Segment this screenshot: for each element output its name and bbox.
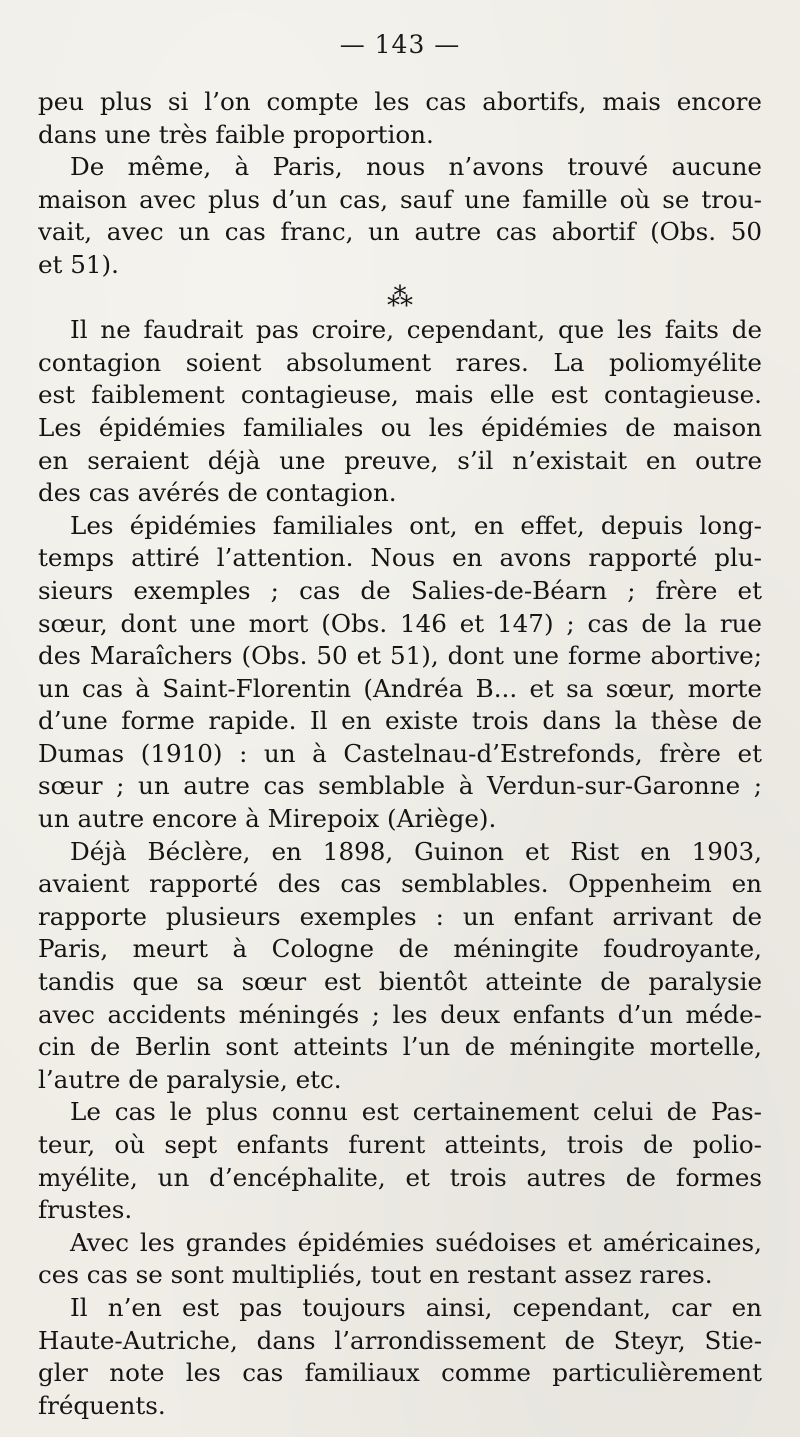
text-line: frustes. xyxy=(38,1195,133,1225)
text-line: gler note les cas familiaux comme particulièrement xyxy=(38,1358,762,1388)
paragraph-line: Avec les grandes épidémies suédoises et américaines, xyxy=(70,1227,762,1257)
paragraph-line: Il ne faudrait pas croire, cependant, que les faits de xyxy=(70,315,762,345)
paragraph-line: Les épidémies familiales ont, en effet, depuis long- xyxy=(70,510,762,540)
asterism-divider: ⁂ xyxy=(387,282,413,313)
text-line: teur, où sept enfants furent atteints, trois de polio- xyxy=(38,1130,762,1159)
text-line: avaient rapporté des cas semblables. Oppenheim en xyxy=(38,869,762,899)
text-line: en seraient déjà une preuve, s’il n’existait en outre xyxy=(38,445,762,475)
text-line: peu plus si l’on compte les cas abortifs, mais encore xyxy=(38,87,762,116)
text-line: des Maraîchers (Obs. 50 et 51), dont une forme abortive; xyxy=(38,641,762,671)
text-line: sœur, dont une mort (Obs. 146 et 147) ; cas de la rue xyxy=(38,608,762,638)
text-line: Paris, meurt à Cologne de méningite foudroyante, xyxy=(38,934,762,964)
paragraph-line: De même, à Paris, nous n’avons trouvé aucune xyxy=(70,152,762,182)
text-line: un cas à Saint-Florentin (Andréa B... et sa sœur, morte xyxy=(38,673,762,703)
text-line: rapporte plusieurs exemples : un enfant arrivant de xyxy=(38,901,762,931)
page-body xyxy=(38,86,762,1422)
page-number: — 143 — xyxy=(339,30,461,59)
text-line: myélite, un d’encéphalite, et trois autres de formes xyxy=(38,1162,762,1192)
text-line: contagion soient absolument rares. La poliomyélite xyxy=(38,347,762,377)
text-line: cin de Berlin sont atteints l’un de méningite mortelle, xyxy=(38,1032,762,1062)
text-line: est faiblement contagieuse, mais elle est contagieuse. xyxy=(38,380,762,410)
paragraph-line: Déjà Béclère, en 1898, Guinon et Rist en 1903, xyxy=(70,836,762,866)
text-line: tandis que sa sœur est bientôt atteinte de paralysie xyxy=(38,967,762,997)
text-line: l’autre de paralysie, etc. xyxy=(38,1064,342,1094)
text-line: maison avec plus d’un cas, sauf une famille où se trou- xyxy=(38,184,762,214)
text-line: un autre encore à Mirepoix (Ariège). xyxy=(38,804,497,834)
text-line: Les épidémies familiales ou les épidémies de maison xyxy=(38,412,762,442)
text-line: Dumas (1910) : un à Castelnau-d’Estrefonds, frère et xyxy=(38,738,762,768)
text-line: d’une forme rapide. Il en existe trois dans la thèse de xyxy=(38,706,762,736)
paragraph-line: Le cas le plus connu est certainement celui de Pas- xyxy=(70,1097,762,1127)
text-line: fréquents. xyxy=(38,1390,166,1420)
text-line: dans une très faible proportion. xyxy=(38,119,434,149)
text-line: temps attiré l’attention. Nous en avons rapporté plu- xyxy=(38,543,762,573)
text-line: sœur ; un autre cas semblable à Verdun-sur-Garonne ; xyxy=(38,771,762,801)
text-line: et 51). xyxy=(38,249,119,279)
text-line: sieurs exemples ; cas de Salies-de-Béarn ; frère et xyxy=(38,575,762,605)
paragraph-line: Il n’en est pas toujours ainsi, cependant, car en xyxy=(70,1292,762,1322)
text-line: des cas avérés de contagion. xyxy=(38,478,397,508)
text-line: Haute-Autriche, dans l’arrondissement de Steyr, Stie- xyxy=(38,1325,762,1355)
text-line: vait, avec un cas franc, un autre cas abortif (Obs. 50 xyxy=(38,217,762,247)
text-line: avec accidents méningés ; les deux enfants d’un méde- xyxy=(38,999,762,1029)
text-line: ces cas se sont multipliés, tout en restant assez rares. xyxy=(38,1260,713,1290)
